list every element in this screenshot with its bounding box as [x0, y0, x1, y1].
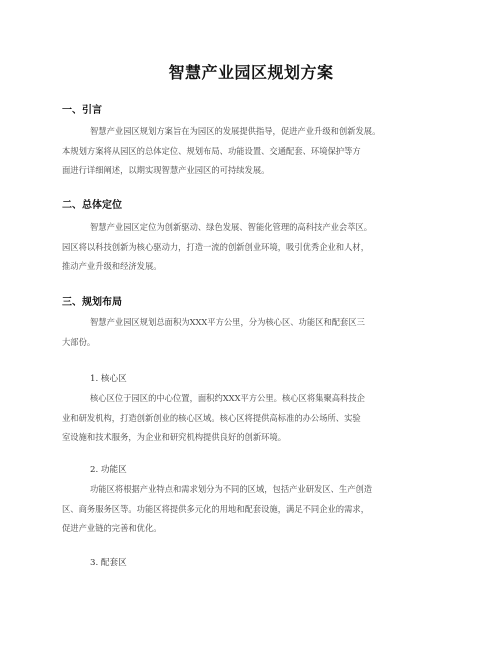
paragraph-line: 推动产业升级和经济发展。 — [62, 261, 162, 271]
section-positioning-paragraph — [62, 218, 442, 277]
paragraph-line: 面进行详细阐述，以期实现智慧产业园区的可持续发展。 — [62, 165, 270, 175]
document-title: 智慧产业园区规划方案 — [168, 63, 334, 82]
section-intro-paragraph — [62, 122, 442, 181]
paragraph-line: 智慧产业园区规划方案旨在为园区的发展提供指导，促进产业升级和创新发展。 — [90, 126, 381, 136]
paragraph-line: 大部份。 — [62, 336, 96, 347]
section-layout-paragraph — [62, 313, 442, 352]
paragraph-line: 核心区位于园区的中心位置，面积约XXX平方公里。核心区将集聚高科技企 — [90, 393, 365, 403]
paragraph-line: 区、商务服务区等。功能区将提供多元化的用地和配套设施，满足不同企业的需求， — [62, 503, 369, 514]
paragraph-line: 室设施和技术服务，为企业和研究机构提供良好的创新环境。 — [62, 432, 287, 442]
subsection-function-paragraph — [62, 480, 442, 539]
subsection-label-support: 3. 配套区 — [90, 558, 127, 568]
paragraph-line: 功能区将根据产业特点和需求划分为不同的区域，包括产业研发区、生产创造 — [90, 484, 373, 494]
paragraph-line: 智慧产业园区规划总面积为XXX平方公里，分为核心区、功能区和配套区三 — [90, 317, 365, 327]
paragraph-line: 业和研发机构，打造创新创业的核心区域。核心区将提供高标准的办公场所、实验 — [62, 412, 361, 423]
section-heading-positioning: 二、总体定位 — [62, 200, 122, 211]
subsection-label-core: 1. 核心区 — [90, 374, 127, 384]
section-heading-intro: 一、引言 — [62, 105, 102, 116]
paragraph-line: 园区将以科技创新为核心驱动力，打造一流的创新创业环境，吸引优秀企业和人材， — [62, 241, 369, 252]
paragraph-line: 智慧产业园区定位为创新驱动、绿色发展、智能化管理的高科技产业会萃区。 — [90, 222, 373, 232]
paragraph-line: 促进产业链的完善和优化。 — [62, 523, 162, 533]
subsection-label-function: 2. 功能区 — [90, 465, 127, 475]
section-heading-layout: 三、规划布局 — [62, 297, 122, 308]
subsection-core-paragraph — [62, 389, 442, 448]
paragraph-line: 本规划方案将从园区的总体定位、规划布局、功能设置、交通配套、环境保护等方 — [62, 145, 361, 156]
